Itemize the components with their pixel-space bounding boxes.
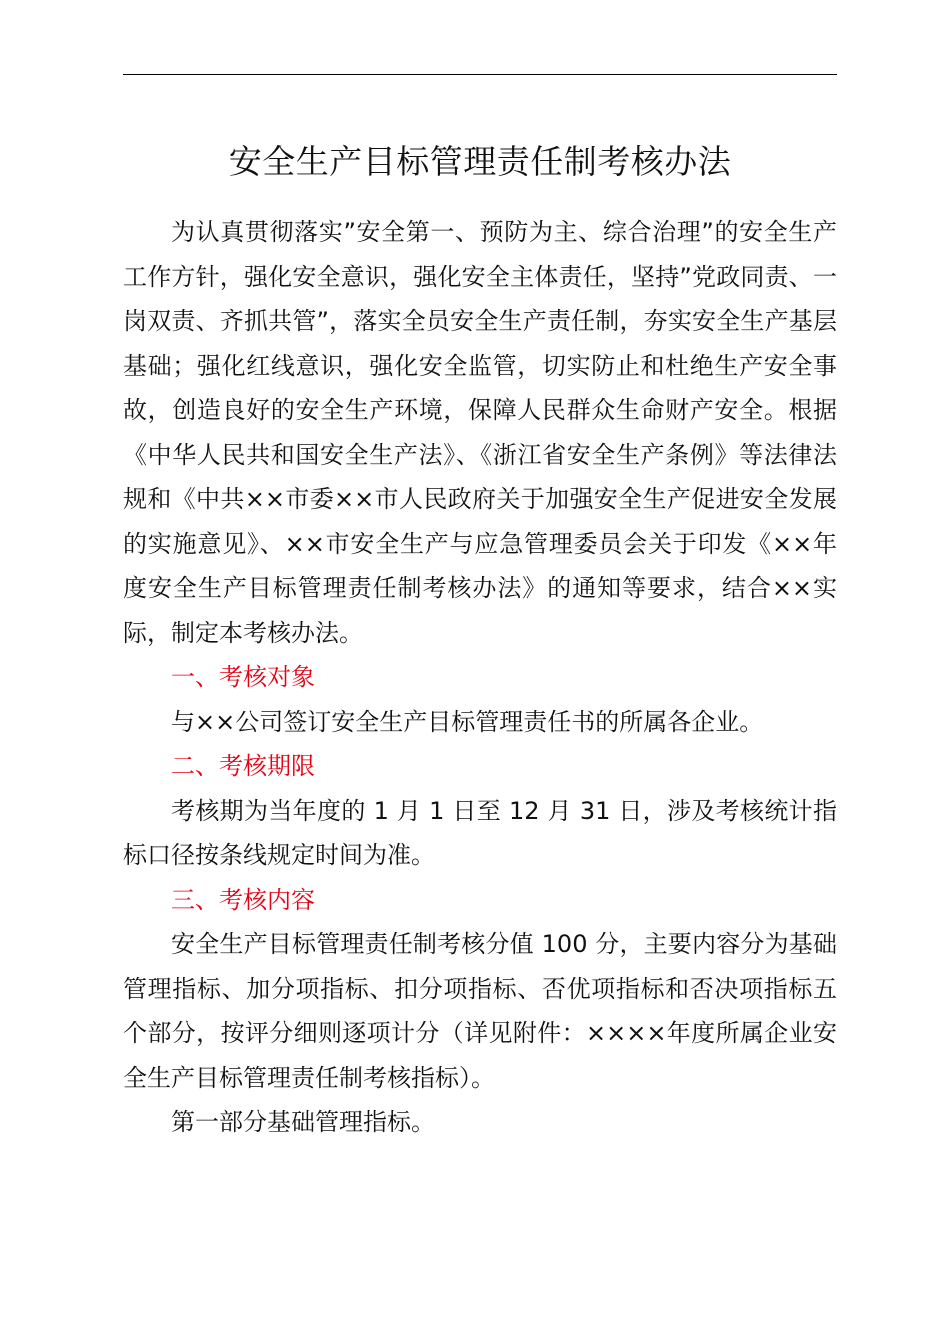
header-rule — [123, 74, 837, 75]
section-paragraph: 与××公司签订安全生产目标管理责任书的所属各企业。 — [171, 707, 764, 736]
document-body — [123, 210, 837, 1145]
section-heading-content: 三、考核内容 — [171, 885, 315, 914]
section-paragraph: 第一部分基础管理指标。 — [171, 1108, 435, 1136]
section-heading-period: 二、考核期限 — [171, 752, 315, 780]
document-title: 安全生产目标管理责任制考核办法 — [228, 142, 732, 181]
section-paragraph: 考核期为当年度的 1 月 1 日至 12 月 31 日，涉及考核统计指标口径按条线规定时间为准。 — [123, 796, 837, 869]
section-paragraph: 安全生产目标管理责任制考核分值 100 分，主要内容分为基础管理指标、加分项指标、扣分项指标、否优项指标和否决项指标五个部分，按评分细则逐项计分（详见附件：××××年度所属企业安全生产目标管理责任制考核指标）。 — [123, 930, 837, 1092]
section-heading-targets: 一、考核对象 — [171, 663, 315, 691]
intro-paragraph: 为认真贯彻落实”安全第一、预防为主、综合治理”的安全生产工作方针，强化安全意识，强化安全主体责任，坚持”党政同责、一岗双责、齐抓共管”，落实全员安全生产责任制，夯实安全生产基层基础；强化红线意识，强化安全监管，切实防止和杜绝生产安全事故，创造良好的安全生产环境，保障人民群众生命财产安全。根据《中华人民共和国安全生产法》、《浙江省安全生产条例》等法律法规和《中共××市委××市人民政府关于加强安全生产促进安全发展的实施意见》、××市安全生产与应急管理委员会关于印发《××年度安全生产目标管理责任制考核办法》的通知等要求，结合××实际，制定本考核办法。 — [123, 218, 837, 647]
